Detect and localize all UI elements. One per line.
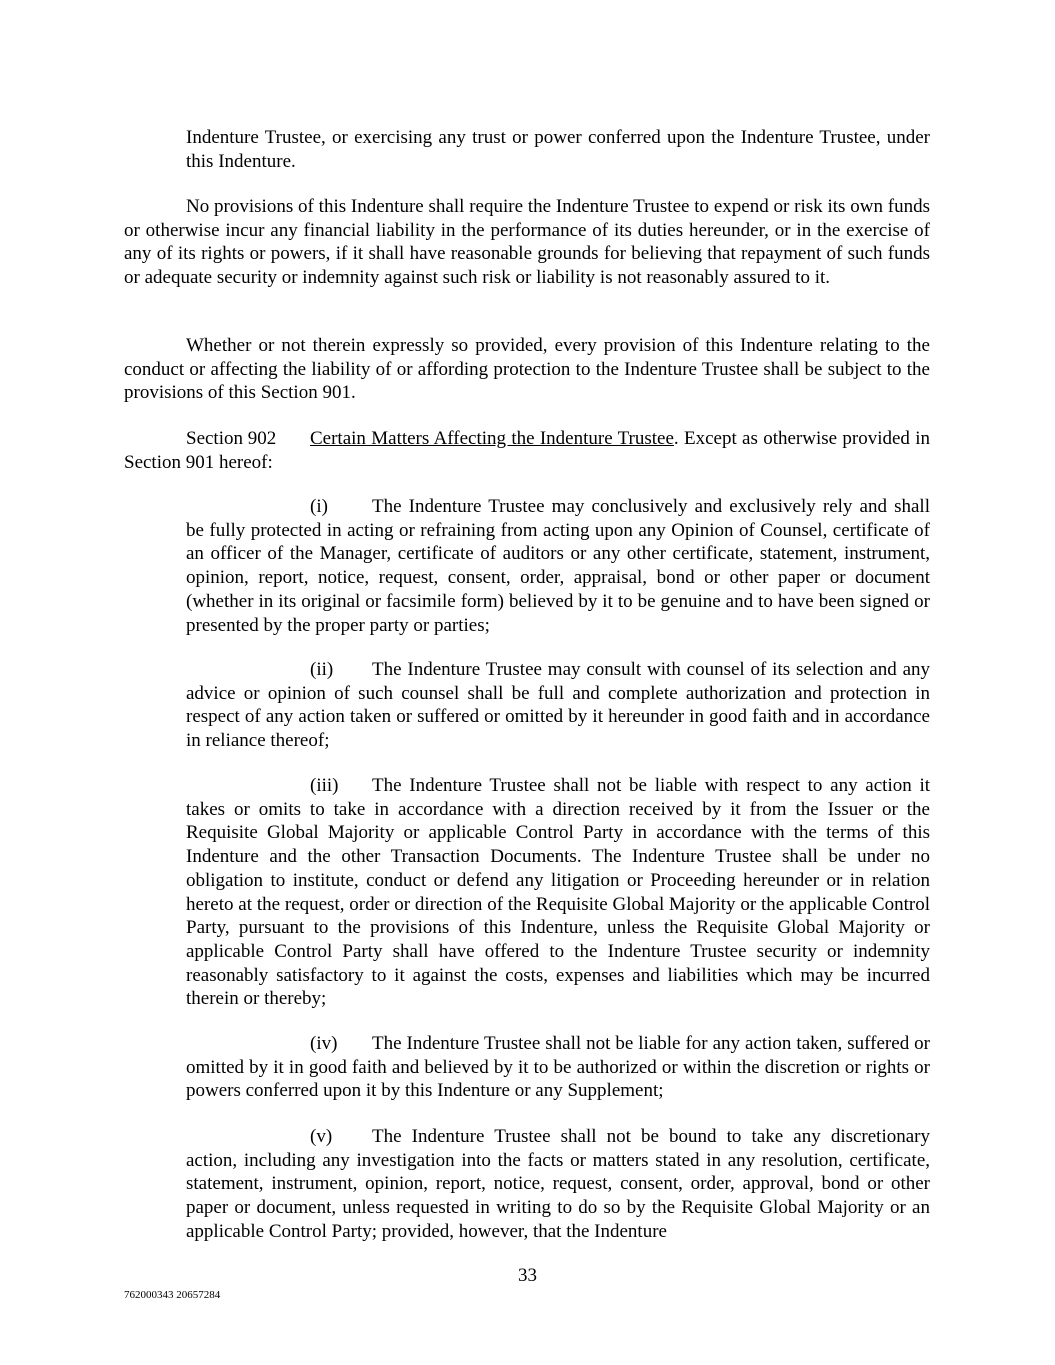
list-item-text: The Indenture Trustee shall not be liable with respect to any action it takes or omits to take in accordance with a direction received by it from the Issuer or the Requisite Global Majority or applicable Control Party in accordance with the terms of this Indenture and the other Transaction Documents. The Indenture Trustee shall be under no obligation to institute, conduct or defend any litigation or Proceeding hereunder or in relation hereto at the request, order or direction of the Requisite Global Majority or the applicable Control Party, pursuant to the provisions of this Indenture, unless the Requisite Global Majority or applicable Control Party shall have offered to the Indenture Trustee security or indemnity reasonably satisfactory to it against the costs, expenses and liabilities which may be incurred therein or thereby; [186,775,930,1010]
section-title: Certain Matters Affecting the Indenture Trustee [310,428,674,449]
list-item-label: (ii) [310,659,334,680]
list-item-label: (v) [310,1126,333,1147]
paragraph-funds [124,195,930,290]
section-902-heading [124,427,930,474]
list-item-iii [186,774,930,1011]
list-item-i [186,495,930,637]
document-id: 762000343 20657284 [124,1289,221,1301]
section-body: . Except as otherwise provided in Section 901 hereof: [124,428,931,473]
list-item-ii [186,658,930,753]
list-item-label: (iii) [310,775,339,796]
list-item-iv [186,1032,930,1103]
paragraph-provision [124,334,930,405]
paragraph-text: Indenture Trustee, or exercising any trust or power conferred upon the Indenture Trustee, under this Indenture. [186,127,930,172]
list-item-label: (iv) [310,1033,338,1054]
list-item-text: The Indenture Trustee may conclusively and exclusively rely and shall be fully protected in acting or refraining from acting upon any Opinion of Counsel, certificate of an officer of the Manager, certificate of auditors or any other certificate, statement, instrument, opinion, report, notice, request, consent, order, appraisal, bond or other paper or document (whether in its original or facsimile form) believed by it to be genuine and to have been signed or presented by the proper party or parties; [186,496,930,636]
list-item-text: The Indenture Trustee shall not be liable for any action taken, suffered or omitted by it in good faith and believed by it to be authorized or within the discretion or rights or powers conferred upon it by this Indenture or any Supplement; [186,1033,930,1102]
list-item-label: (i) [310,496,328,517]
page-number: 33 [518,1265,537,1286]
list-item-text: The Indenture Trustee shall not be bound to take any discretionary action, including any investigation into the facts or matters stated in any resolution, certificate, statement, instrument, opinion, report, notice, request, consent, order, approval, bond or other paper or document, unless requested in writing to do so by the Requisite Global Majority or an applicable Control Party; provided, however, that the Indenture [186,1126,930,1242]
paragraph-text: Whether or not therein expressly so provided, every provision of this Indenture relating to the conduct or affecting the liability of or affording protection to the Indenture Trustee shall be subject to the provisions of this Section 901. [124,335,930,404]
paragraph-text: No provisions of this Indenture shall require the Indenture Trustee to expend or risk its own funds or otherwise incur any financial liability in the performance of its duties hereunder, or in the exercise of any of its rights or powers, if it shall have reasonable grounds for believing that repayment of such funds or adequate security or indemnity against such risk or liability is not reasonably assured to it. [124,196,930,289]
paragraph-continuation [186,126,930,173]
list-item-text: The Indenture Trustee may consult with counsel of its selection and any advice or opinion of such counsel shall be full and complete authorization and protection in respect of any action taken or suffered or omitted by it hereunder in good faith and in accordance in reliance thereof; [186,659,930,752]
section-number: Section 902 [186,428,277,449]
list-item-v [186,1125,930,1244]
